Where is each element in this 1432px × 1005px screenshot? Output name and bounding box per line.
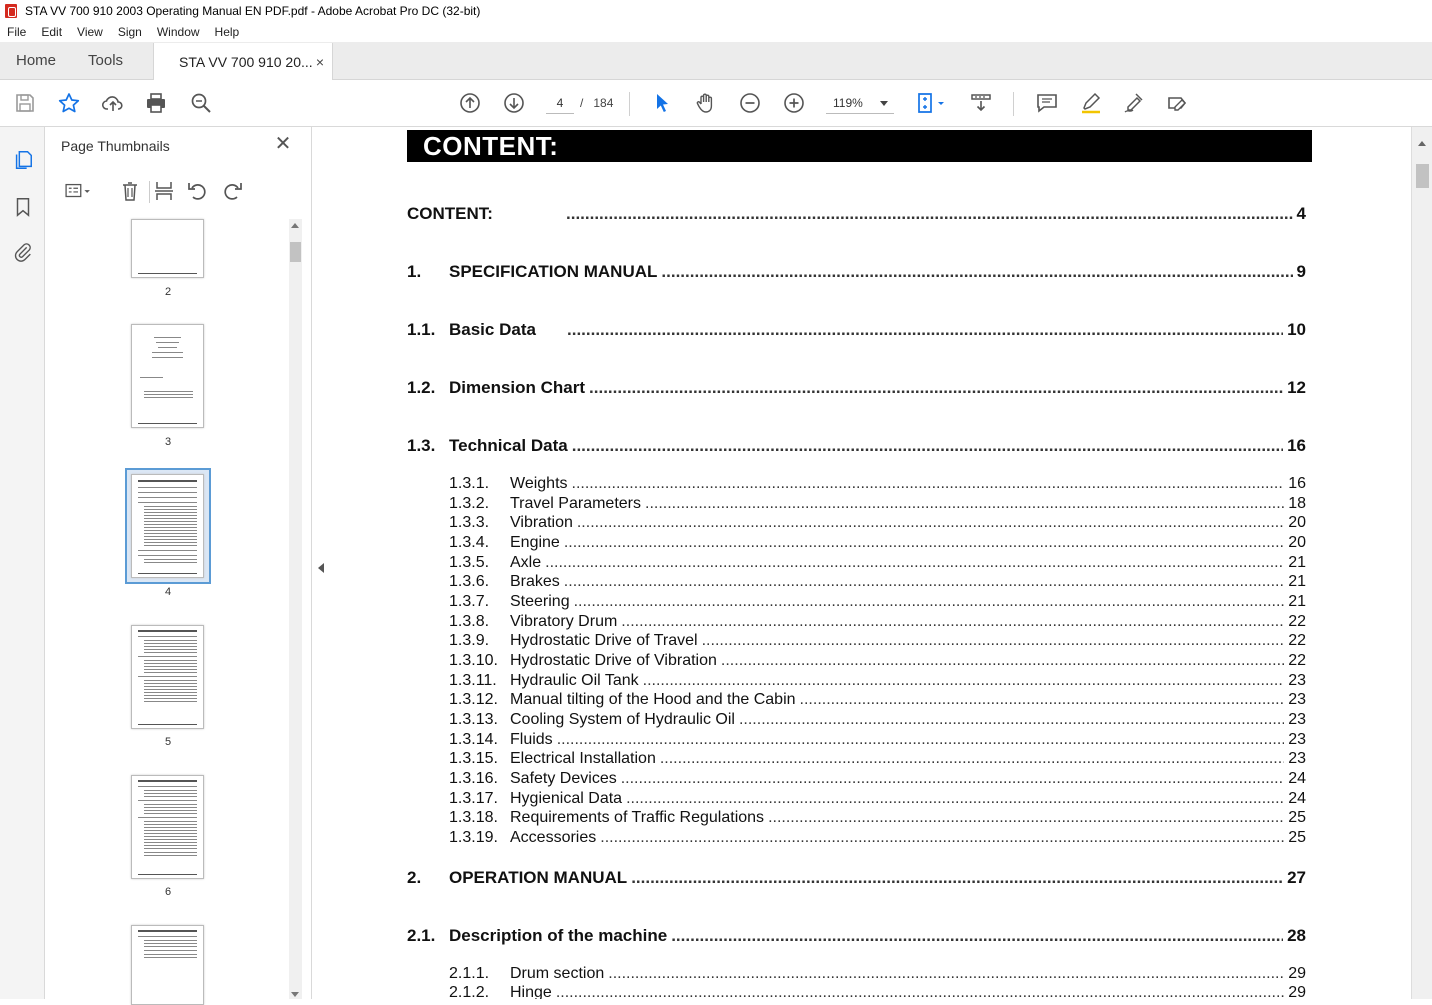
toc-page-number: 28 xyxy=(1287,926,1306,945)
toc-leader xyxy=(631,868,1283,888)
toc-leader xyxy=(574,593,1285,611)
menu-help[interactable]: Help xyxy=(214,25,240,39)
toc-title: Drum section xyxy=(510,965,605,982)
toc-row[interactable] xyxy=(449,731,1306,749)
toc-number: 1.3.16. xyxy=(449,770,498,787)
hand-tool-icon[interactable] xyxy=(693,90,719,116)
toc-row[interactable] xyxy=(449,495,1306,513)
toc-row[interactable] xyxy=(449,790,1306,808)
rotate-left-icon[interactable] xyxy=(186,179,210,203)
next-page-icon[interactable] xyxy=(501,90,527,116)
toc-title: Manual tilting of the Hood and the Cabin xyxy=(510,691,796,708)
toc-row[interactable] xyxy=(407,204,1306,224)
toc-page-number: 22 xyxy=(1288,652,1306,669)
select-cursor-icon[interactable] xyxy=(649,90,675,116)
zoom-level-select[interactable] xyxy=(826,92,894,114)
toc-page-number: 23 xyxy=(1288,691,1306,708)
navigation-rail xyxy=(0,127,45,999)
toc-leader xyxy=(671,926,1283,946)
thumbnail-label: 5 xyxy=(164,736,172,748)
toc-leader xyxy=(557,731,1285,749)
tab-close-icon[interactable]: × xyxy=(315,53,325,70)
toc-row[interactable] xyxy=(449,475,1306,493)
page-separator: / xyxy=(580,96,584,110)
thumbnail-scrollbar[interactable] xyxy=(289,219,302,999)
toc-title: Description of the machine xyxy=(449,926,668,945)
toc-row[interactable] xyxy=(449,984,1306,999)
toc-row[interactable] xyxy=(449,632,1306,650)
toc-title: Electrical Installation xyxy=(510,750,656,767)
toc-page-number: 21 xyxy=(1288,573,1306,590)
toc-number: 1.3.11. xyxy=(449,672,497,689)
menu-file[interactable]: File xyxy=(7,25,27,39)
fill-sign-icon[interactable] xyxy=(1165,90,1191,116)
toc-number: 1.3.2. xyxy=(449,495,490,512)
toc-leader xyxy=(721,652,1284,670)
toc-title: Weights xyxy=(510,475,568,492)
toc-number: 2.1. xyxy=(407,926,436,945)
toc-leader xyxy=(661,262,1292,282)
thumbnail-page-3[interactable] xyxy=(131,324,204,428)
toc-leader xyxy=(626,790,1284,808)
toc-title: Travel Parameters xyxy=(510,495,641,512)
tab-home[interactable]: Home xyxy=(16,52,57,69)
thumbnail-page-7[interactable] xyxy=(131,925,204,1005)
toc-row[interactable] xyxy=(449,593,1306,611)
menu-bar xyxy=(0,22,1432,42)
thumbnail-page-6[interactable] xyxy=(131,775,204,879)
toc-page-number: 24 xyxy=(1288,770,1306,787)
toc-title: Technical Data xyxy=(449,436,568,455)
toc-number: CONTENT: xyxy=(407,204,493,223)
window-title: STA VV 700 910 2003 Operating Manual EN PDF.pdf - Adobe Acrobat Pro DC (32-bit) xyxy=(25,4,481,18)
toc-row[interactable] xyxy=(449,534,1306,552)
toc-page-number: 25 xyxy=(1288,829,1306,846)
toc-number: 1.3.17. xyxy=(449,790,498,807)
menu-sign[interactable]: Sign xyxy=(117,25,142,39)
toc-page-number: 24 xyxy=(1288,790,1306,807)
save-icon[interactable] xyxy=(12,90,38,116)
panel-divider xyxy=(149,181,150,203)
toc-number: 1.3.9. xyxy=(449,632,490,649)
toc-leader xyxy=(643,672,1285,690)
page-number-input[interactable]: 4 xyxy=(546,92,574,114)
rotate-right-icon[interactable] xyxy=(220,179,244,203)
document-viewport[interactable] xyxy=(330,127,1411,999)
scrollbar-thumb[interactable] xyxy=(1416,164,1429,188)
toc-title: Hygienical Data xyxy=(510,790,623,807)
toc-number: 1.3.19. xyxy=(449,829,498,846)
toc-title: Axle xyxy=(510,554,542,571)
thumbnail-label: 6 xyxy=(164,886,172,898)
toc-leader xyxy=(660,750,1284,768)
delete-icon[interactable] xyxy=(118,179,142,203)
toc-row[interactable] xyxy=(449,613,1306,631)
toc-row[interactable] xyxy=(407,436,1306,456)
attachment-icon[interactable] xyxy=(10,239,36,265)
star-icon[interactable] xyxy=(56,90,82,116)
toc-leader xyxy=(600,829,1284,847)
toc-leader xyxy=(589,378,1283,398)
page-thumbnails-panel xyxy=(45,127,312,999)
scroll-up-icon[interactable] xyxy=(1418,141,1426,146)
tab-tools[interactable]: Tools xyxy=(88,52,124,69)
document-scrollbar[interactable] xyxy=(1411,127,1432,999)
panel-title: Page Thumbnails xyxy=(61,138,170,154)
toc-page-number: 20 xyxy=(1288,534,1306,551)
toolbar-divider xyxy=(629,92,630,116)
toc-page-number: 16 xyxy=(1287,436,1306,455)
toc-title: OPERATION MANUAL xyxy=(449,868,628,887)
toc-page-number: 10 xyxy=(1287,320,1306,339)
toc-leader xyxy=(739,711,1284,729)
toc-page-number: 22 xyxy=(1288,632,1306,649)
toc-page-number: 20 xyxy=(1288,514,1306,531)
toc-leader xyxy=(564,573,1284,591)
toc-title: Fluids xyxy=(510,731,553,748)
toc-page-number: 12 xyxy=(1287,378,1306,397)
thumbnail-page-4[interactable] xyxy=(131,474,204,578)
print-icon[interactable] xyxy=(143,90,169,116)
thumbnail-options-icon[interactable] xyxy=(61,179,95,203)
toc-number: 1.3.5. xyxy=(449,554,490,571)
toc-leader xyxy=(572,475,1285,493)
toc-number: 1.3.15. xyxy=(449,750,498,767)
toc-number: 1.3.7. xyxy=(449,593,490,610)
cloud-upload-icon[interactable] xyxy=(100,90,126,116)
thumbnail-label: 3 xyxy=(164,436,172,448)
toc-number: 1.3.10. xyxy=(449,652,498,669)
toc-row[interactable] xyxy=(449,809,1306,827)
thumbnail-label: 2 xyxy=(164,286,172,298)
toc-number: 1.3.13. xyxy=(449,711,498,728)
page-thumbnails-icon[interactable] xyxy=(10,147,36,173)
toc-row[interactable] xyxy=(407,868,1306,888)
toc-title: Engine xyxy=(510,534,560,551)
toc-page-number: 25 xyxy=(1288,809,1306,826)
total-pages: 184 xyxy=(593,96,614,110)
toc-title: Hydrostatic Drive of Vibration xyxy=(510,652,717,669)
toc-page-number: 27 xyxy=(1287,868,1306,887)
thumbnail-label: 4 xyxy=(164,586,172,598)
page-fit-icon[interactable] xyxy=(913,90,949,116)
toc-row[interactable] xyxy=(407,378,1306,398)
toc-leader xyxy=(621,613,1284,631)
toc-number: 1.3.4. xyxy=(449,534,490,551)
toc-title: Cooling System of Hydraulic Oil xyxy=(510,711,735,728)
toc-row[interactable] xyxy=(449,711,1306,729)
toc-row[interactable] xyxy=(449,829,1306,847)
toc-title: SPECIFICATION MANUAL xyxy=(449,262,658,281)
toc-title: Hydraulic Oil Tank xyxy=(510,672,639,689)
bookmark-icon[interactable] xyxy=(10,194,36,220)
prev-page-icon[interactable] xyxy=(457,90,483,116)
page-count xyxy=(580,92,613,114)
toc-row[interactable] xyxy=(449,965,1306,983)
toc-leader xyxy=(566,204,1293,224)
toc-row[interactable] xyxy=(407,926,1306,946)
toc-number: 2.1.2. xyxy=(449,984,490,999)
toc-page-number: 16 xyxy=(1288,475,1306,492)
toc-row[interactable] xyxy=(407,320,1306,340)
toc-number: 1.3. xyxy=(407,436,436,455)
toc-row[interactable] xyxy=(449,770,1306,788)
toc-page-number: 23 xyxy=(1288,672,1306,689)
toc-title: Accessories xyxy=(510,829,597,846)
toc-row[interactable] xyxy=(449,691,1306,709)
toc-leader xyxy=(572,436,1283,456)
document-page xyxy=(330,127,1411,999)
toc-row[interactable] xyxy=(449,672,1306,690)
zoom-search-icon[interactable] xyxy=(188,90,214,116)
toc-row[interactable] xyxy=(449,750,1306,768)
toc-page-number: 23 xyxy=(1288,731,1306,748)
toc-title: Hydrostatic Drive of Travel xyxy=(510,632,698,649)
collapse-arrow-icon xyxy=(318,563,324,573)
toc-number: 1.3.18. xyxy=(449,809,498,826)
toc-number: 1.3.3. xyxy=(449,514,490,531)
toc-page-number: 4 xyxy=(1296,204,1306,223)
acrobat-icon xyxy=(5,4,17,18)
content-banner: CONTENT: xyxy=(407,130,1312,162)
zoom-out-icon[interactable] xyxy=(737,90,763,116)
tab-document-label: STA VV 700 910 20... xyxy=(179,53,313,70)
toc-title: Safety Devices xyxy=(510,770,617,787)
toc-leader xyxy=(608,965,1284,983)
toc-page-number: 21 xyxy=(1288,593,1306,610)
toc-title: Requirements of Traffic Regulations xyxy=(510,809,765,826)
toc-title: Vibration xyxy=(510,514,573,531)
panel-close-icon[interactable]: ✕ xyxy=(274,133,292,155)
toc-number: 1. xyxy=(407,262,422,281)
toc-number: 1.3.14. xyxy=(449,731,498,748)
toc-row[interactable] xyxy=(449,554,1306,572)
toc-title: Vibratory Drum xyxy=(510,613,618,630)
toc-leader xyxy=(800,691,1285,709)
scroll-up-icon[interactable] xyxy=(291,223,299,228)
extract-pages-icon[interactable] xyxy=(152,179,176,203)
tabs-row xyxy=(0,42,1432,80)
toolbar-divider xyxy=(1013,92,1014,116)
toc-number: 1.3.1. xyxy=(449,475,490,492)
toc-leader xyxy=(702,632,1285,650)
toc-leader xyxy=(577,514,1284,532)
scrollbar-thumb[interactable] xyxy=(290,242,301,262)
toc-leader xyxy=(564,534,1284,552)
toc-page-number: 22 xyxy=(1288,613,1306,630)
toc-leader xyxy=(556,984,1284,999)
toc-title: Basic Data xyxy=(449,320,536,339)
toc-leader xyxy=(567,320,1283,340)
toc-number: 2. xyxy=(407,868,422,887)
comment-icon[interactable] xyxy=(1034,90,1060,116)
menu-edit[interactable]: Edit xyxy=(41,25,63,39)
toc-leader xyxy=(645,495,1284,513)
toc-leader xyxy=(545,554,1284,572)
toc-number: 2.1.1. xyxy=(449,965,490,982)
toc-page-number: 29 xyxy=(1288,984,1306,999)
toc-page-number: 18 xyxy=(1288,495,1306,512)
sign-pen-icon[interactable] xyxy=(1121,90,1147,116)
thumbnail-page-5[interactable] xyxy=(131,625,204,729)
toc-title: Steering xyxy=(510,593,570,610)
toc-title: Dimension Chart xyxy=(449,378,586,397)
toc-number: 1.3.8. xyxy=(449,613,490,630)
title-bar xyxy=(0,0,1432,22)
toc-number: 1.3.12. xyxy=(449,691,498,708)
toc-number: 1.2. xyxy=(407,378,436,397)
thumbnail-page-2[interactable] xyxy=(131,219,204,278)
toc-row[interactable] xyxy=(449,652,1306,670)
toc-row[interactable] xyxy=(449,514,1306,532)
toc-page-number: 23 xyxy=(1288,750,1306,767)
collapse-panel-handle[interactable] xyxy=(312,127,330,999)
toc-row[interactable] xyxy=(407,262,1306,282)
toc-number: 1.1. xyxy=(407,320,436,339)
toc-page-number: 29 xyxy=(1288,965,1306,982)
menu-window[interactable]: Window xyxy=(156,25,200,39)
scroll-mode-icon[interactable] xyxy=(968,90,994,116)
toc-page-number: 9 xyxy=(1296,262,1306,281)
toc-page-number: 21 xyxy=(1288,554,1306,571)
menu-view[interactable]: View xyxy=(77,25,103,39)
highlight-icon[interactable] xyxy=(1078,90,1104,116)
toc-title: Brakes xyxy=(510,573,560,590)
chevron-down-icon xyxy=(880,101,888,106)
toolbar xyxy=(0,80,1432,127)
toc-title: Hinge xyxy=(510,984,552,999)
zoom-in-icon[interactable] xyxy=(781,90,807,116)
zoom-level-value: 119% xyxy=(833,96,863,110)
toc-leader xyxy=(768,809,1284,827)
toc-page-number: 23 xyxy=(1288,711,1306,728)
scroll-down-icon[interactable] xyxy=(291,992,299,997)
toc-number: 1.3.6. xyxy=(449,573,490,590)
toc-leader xyxy=(621,770,1284,788)
toc-row[interactable] xyxy=(449,573,1306,591)
thumbnail-toolbar xyxy=(45,171,312,211)
tab-document[interactable] xyxy=(153,43,333,80)
